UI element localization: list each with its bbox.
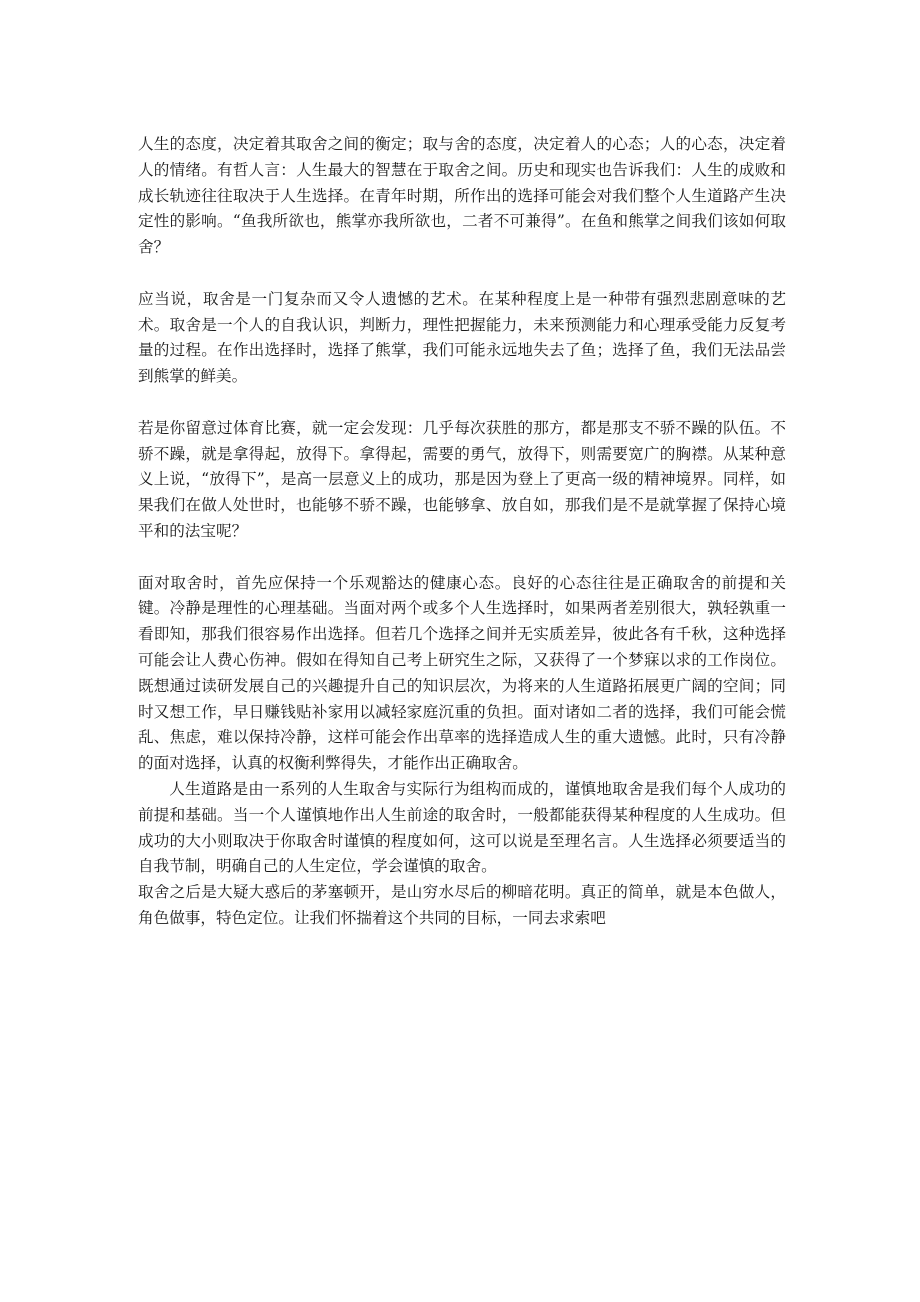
paragraph-5: 人生道路是由一系列的人生取舍与实际行为组构而成的，谨慎地取舍是我们每个人成功的前提和基础。当一个人谨慎地作出人生前途的取舍时，一般都能获得某种程度的人生成功。但成功的大小则取决于你取舍时谨慎的程度如何，这可以说是至理名言。人生选择必须要适当的自我节制，明确自己的人生定位，学会谨慎的取舍。 [138,779,786,876]
paragraph-6: 取舍之后是大疑大惑后的茅塞顿开，是山穷水尽后的柳暗花明。真正的简单，就是本色做人，角色做事，特色定位。让我们怀揣着这个共同的目标，一同去求索吧 [138,883,786,927]
paragraph-2: 应当说，取舍是一门复杂而又令人遗憾的艺术。在某种程度上是一种带有强烈悲剧意味的艺术。取舍是一个人的自我认识，判断力，理性把握能力，未来预测能力和心理承受能力反复考量的过程。在作出选择时，选择了熊掌，我们可能永远地失去了鱼；选择了鱼，我们无法品尝到熊掌的鲜美。 [138,289,786,386]
paragraph-gap [138,545,786,571]
paragraph-4: 面对取舍时，首先应保持一个乐观豁达的健康心态。良好的心态往往是正确取舍的前提和关键。冷静是理性的心理基础。当面对两个或多个人生选择时，如果两者差别很大，孰轻孰重一看即知，那我们很容易作出选择。但若几个选择之间并无实质差异，彼此各有千秋，这种选择可能会让人费心伤神。假如在得知自己考上研究生之际，又获得了一个梦寐以求的工作岗位。既想通过读研发展自己的兴趣提升自己的知识层次，为将来的人生道路拓展更广阔的空间；同时又想工作，早日赚钱贴补家用以减轻家庭沉重的负担。面对诸如二者的选择，我们可能会慌乱、焦虑，难以保持冷静，这样可能会作出草率的选择造成人生的重大遗憾。此时，只有冷静的面对选择，认真的权衡利弊得失，才能作出正确取舍。 [138,573,786,773]
paragraph-1: 人生的态度，决定着其取舍之间的衡定；取与舍的态度，决定着人的心态；人的心态，决定着人的情绪。有哲人言：人生最大的智慧在于取舍之间。历史和现实也告诉我们：人生的成败和成长轨迹往往取决于人生选择。在青年时期，所作出的选择可能会对我们整个人生道路产生决定性的影响。“鱼我所欲也，熊掌亦我所欲也，二者不可兼得”。在鱼和熊掌之间我们该如何取舍？ [138,135,786,257]
paragraph-gap [138,261,786,287]
paragraph-3: 若是你留意过体育比赛，就一定会发现：几乎每次获胜的那方，都是那支不骄不躁的队伍。不骄不躁，就是拿得起，放得下。拿得起，需要的勇气，放得下，则需要宽广的胸襟。从某种意义上说，“放得下”，是高一层意义上的成功，那是因为登上了更高一级的精神境界。同样，如果我们在做人处世时，也能够不骄不躁，也能够拿、放自如，那我们是不是就掌握了保持心境平和的法宝呢？ [138,418,786,540]
paragraph-gap [138,390,786,416]
document-body [138,132,786,932]
